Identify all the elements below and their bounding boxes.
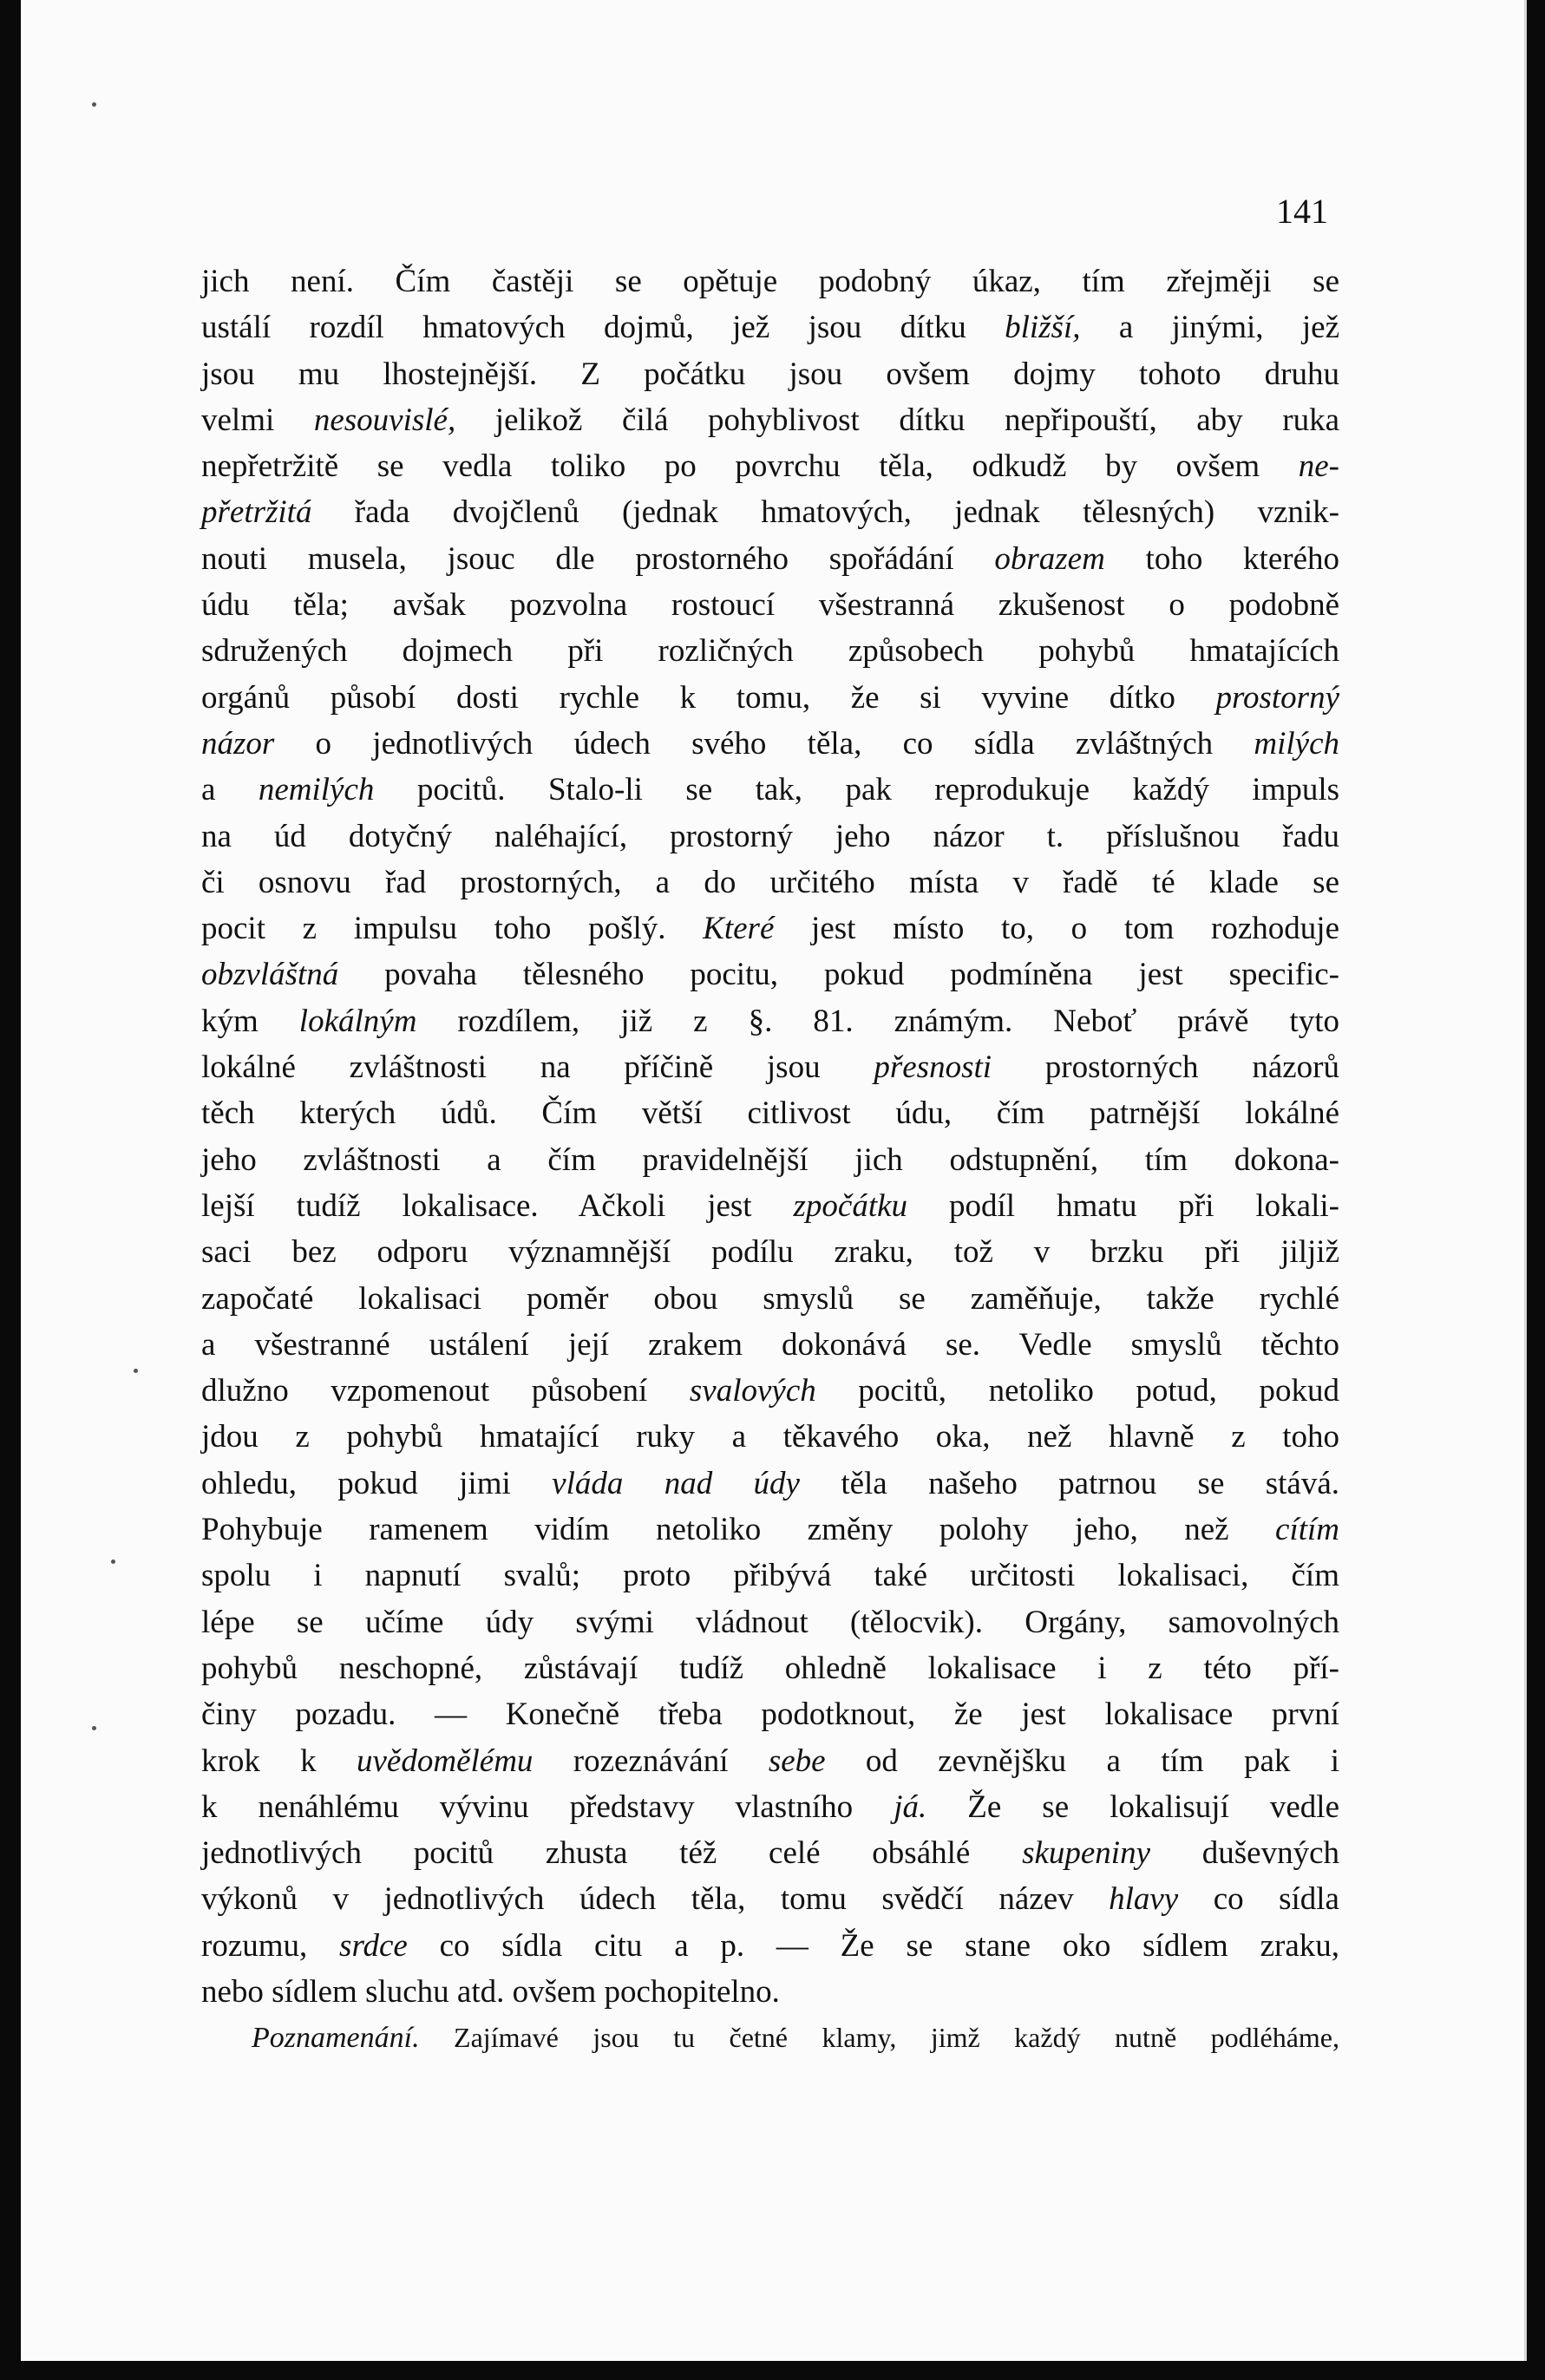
text-line: [201, 1876, 1339, 1922]
text-run: ustálí rozdíl hmatových dojmů, jež jsou dítku: [201, 310, 1005, 346]
text-line: [201, 675, 1339, 721]
text-line: [201, 351, 1339, 397]
text-run: jeho zvláštnosti a čím pravidelnější jich odstupnění, tím dokona-: [201, 1141, 1339, 1178]
text-line: [201, 767, 1339, 813]
italic-run: obrazem: [994, 540, 1105, 577]
text-run: k nenáhlému vývinu představy vlastního: [201, 1788, 894, 1825]
text-run: dlužno vzpomenout působení: [201, 1373, 690, 1409]
page-number: 141: [1276, 192, 1328, 231]
text-run: krok k: [201, 1742, 357, 1779]
text-line: [201, 397, 1339, 443]
italic-run: obzvláštná: [201, 957, 339, 993]
italic-run: uvědomělému: [357, 1742, 534, 1779]
text-run: či osnovu řad prostorných, a do určitého místa v řadě té klade se: [201, 864, 1339, 900]
text-run: jdou z pohybů hmatající ruky a těkavého oka, než hlavně z toho: [201, 1419, 1339, 1455]
italic-run: Poznamenání.: [252, 2022, 420, 2055]
text-line: [201, 304, 1339, 350]
footnote-line: [201, 2015, 1339, 2061]
scan-speck: [134, 1369, 138, 1373]
text-run: Že se lokalisují vedle: [926, 1788, 1339, 1825]
text-run: duševných: [1150, 1835, 1339, 1872]
italic-run: Které: [703, 911, 775, 947]
italic-run: nesouvislé,: [313, 402, 456, 438]
text-line: [201, 1461, 1339, 1507]
text-run: rozumu,: [201, 1927, 340, 1964]
italic-run: svalových: [689, 1373, 816, 1409]
text-run: nepřetržitě se vedla toliko po povrchu těla, odkudž by ovšem: [201, 448, 1299, 485]
text-run: rozeznávání: [533, 1742, 769, 1779]
text-line: [201, 906, 1339, 951]
italic-run: cítím: [1275, 1512, 1339, 1548]
text-run: jednotlivých pocitů zhusta též celé obsáhlé: [201, 1835, 1023, 1872]
text-run: lejší tudíž lokalisace. Ačkoli jest: [201, 1187, 794, 1224]
text-run: rozdílem, již z §. 81. známým. Neboť právě tyto: [416, 1003, 1339, 1039]
text-run: jich není. Čím častěji se opětuje podobný úkaz, tím zřejměji se: [201, 264, 1339, 299]
text-run: nouti musela, jsouc dle prostorného spořádání: [201, 540, 995, 577]
text-line: [201, 1414, 1339, 1460]
text-run: co sídla citu a p. — Že se stane oko sídlem zraku,: [407, 1927, 1339, 1964]
text-line: [201, 1229, 1339, 1275]
italic-run: vláda nad údy: [552, 1465, 800, 1501]
text-line: [201, 1183, 1339, 1229]
italic-run: nemilých: [258, 772, 375, 808]
body-text: [201, 258, 1339, 2062]
text-line: [201, 1322, 1339, 1368]
italic-run: lokálným: [298, 1003, 417, 1039]
text-run: a všestranné ustálení její zrakem dokonává se. Vedle smyslů těchto: [201, 1326, 1339, 1363]
text-run: velmi: [201, 402, 314, 438]
text-run: prostorných názorů: [992, 1049, 1339, 1086]
text-run: jelikož čilá pohyblivost dítku nepřipouští, aby ruka: [455, 402, 1339, 438]
text-run: těch kterých údů. Čím větší citlivost údu, čím patrnější lokálné: [201, 1095, 1339, 1132]
text-run: Pohybuje ramenem vidím netoliko změny polohy jeho, než: [201, 1512, 1276, 1548]
text-run: lépe se učíme údy svými vládnout (tělocvik). Orgány, samovolných: [201, 1604, 1339, 1640]
italic-run: prostorný: [1215, 679, 1339, 716]
text-line: [201, 582, 1339, 628]
text-run: činy pozadu. — Konečně třeba podotknout, že jest lokalisace první: [201, 1697, 1339, 1733]
text-run: orgánů působí dosti rychle k tomu, že si vyvine dítko: [201, 679, 1216, 716]
italic-run: já.: [894, 1788, 927, 1825]
text-run: Zajímavé jsou tu četné klamy, jimž každý nutně podléháme,: [419, 2022, 1339, 2054]
text-run: započaté lokalisaci poměr obou smyslů se zaměňuje, takže rychlé: [201, 1280, 1339, 1317]
scan-speck: [92, 102, 96, 107]
text-run: podíl hmatu při lokali-: [907, 1187, 1339, 1224]
scan-speck: [111, 1559, 115, 1564]
text-line: [201, 1830, 1339, 1876]
text-run: saci bez odporu významnější podílu zraku, tož v brzku při jiljiž: [201, 1234, 1339, 1271]
text-line: [201, 860, 1339, 906]
text-line: [201, 1691, 1339, 1737]
text-line: [201, 721, 1339, 767]
text-line: [201, 628, 1339, 674]
text-line: [201, 1784, 1339, 1830]
text-run: řada dvojčlenů (jednak hmatových, jednak tělesných) vznik-: [311, 494, 1339, 531]
text-run: ohledu, pokud jimi: [201, 1465, 553, 1501]
text-line: [201, 443, 1339, 489]
italic-run: milých: [1254, 725, 1339, 762]
text-run: sdružených dojmech při rozličných způsobech pohybů hmatajících: [201, 633, 1339, 670]
text-line: [201, 1044, 1339, 1090]
italic-run: sebe: [768, 1742, 826, 1779]
text-line: [201, 536, 1339, 582]
text-run: jest místo to, o tom rozhoduje: [774, 911, 1340, 947]
text-line: [201, 951, 1339, 997]
text-run: co sídla: [1178, 1881, 1339, 1918]
text-run: spolu i napnutí svalů; proto přibývá také určitosti lokalisaci, čím: [201, 1558, 1339, 1594]
italic-run: srdce: [339, 1927, 408, 1964]
text-line: [201, 1969, 1339, 2015]
scan-speck: [92, 1726, 96, 1730]
text-run: pocitů, netoliko potud, pokud: [815, 1373, 1339, 1409]
text-line: [201, 1137, 1339, 1183]
text-run: a: [201, 772, 259, 808]
text-line: [201, 1368, 1339, 1414]
italic-run: zpočátku: [793, 1187, 908, 1224]
text-run: o jednotlivých údech svého těla, co sídla zvláštných: [274, 725, 1254, 762]
text-run: kým: [201, 1003, 299, 1039]
text-run: těla našeho patrnou se stává.: [799, 1465, 1339, 1501]
text-line: [201, 1645, 1339, 1691]
italic-run: skupeniny: [1022, 1835, 1151, 1872]
text-run: na úd dotyčný naléhající, prostorný jeho názor t. příslušnou řadu: [201, 818, 1339, 854]
italic-run: ne-: [1298, 448, 1339, 485]
text-run: lokálné zvláštnosti na příčině jsou: [201, 1049, 874, 1086]
text-line: [201, 1738, 1339, 1784]
text-line: [201, 489, 1339, 535]
text-line: [201, 258, 1339, 304]
text-line: [201, 814, 1339, 860]
text-line: [201, 1276, 1339, 1322]
italic-run: přesnosti: [874, 1049, 992, 1086]
text-line: [201, 1923, 1339, 1969]
text-run: nebo sídlem sluchu atd. ovšem pochopitelno.: [201, 1973, 780, 2010]
text-run: povaha tělesného pocitu, pokud podmíněna jest specific-: [338, 957, 1339, 993]
text-run: toho kterého: [1104, 540, 1339, 577]
italic-run: přetržitá: [201, 494, 312, 531]
text-run: údu těla; avšak pozvolna rostoucí všestranná zkušenost o podobně: [201, 587, 1339, 624]
text-line: [201, 998, 1339, 1044]
text-run: pocit z impulsu toho pošlý.: [201, 911, 704, 947]
text-line: [201, 1507, 1339, 1553]
italic-run: bližší,: [1005, 310, 1081, 346]
italic-run: hlavy: [1109, 1881, 1179, 1918]
text-run: a jinými, jež: [1080, 310, 1339, 346]
text-run: výkonů v jednotlivých údech těla, tomu svědčí název: [201, 1881, 1110, 1918]
text-line: [201, 1090, 1339, 1136]
text-run: jsou mu lhostejnější. Z počátku jsou ovšem dojmy tohoto druhu: [201, 356, 1339, 392]
book-page: [21, 0, 1527, 2361]
text-line: [201, 1553, 1339, 1599]
text-run: od zevnějšku a tím pak i: [825, 1742, 1339, 1779]
text-run: pohybů neschopné, zůstávají tudíž ohledně lokalisace i z této pří-: [201, 1650, 1339, 1686]
text-line: [201, 1599, 1339, 1645]
italic-run: názor: [201, 725, 275, 762]
text-run: pocitů. Stalo-li se tak, pak reprodukuje každý impuls: [374, 772, 1339, 808]
